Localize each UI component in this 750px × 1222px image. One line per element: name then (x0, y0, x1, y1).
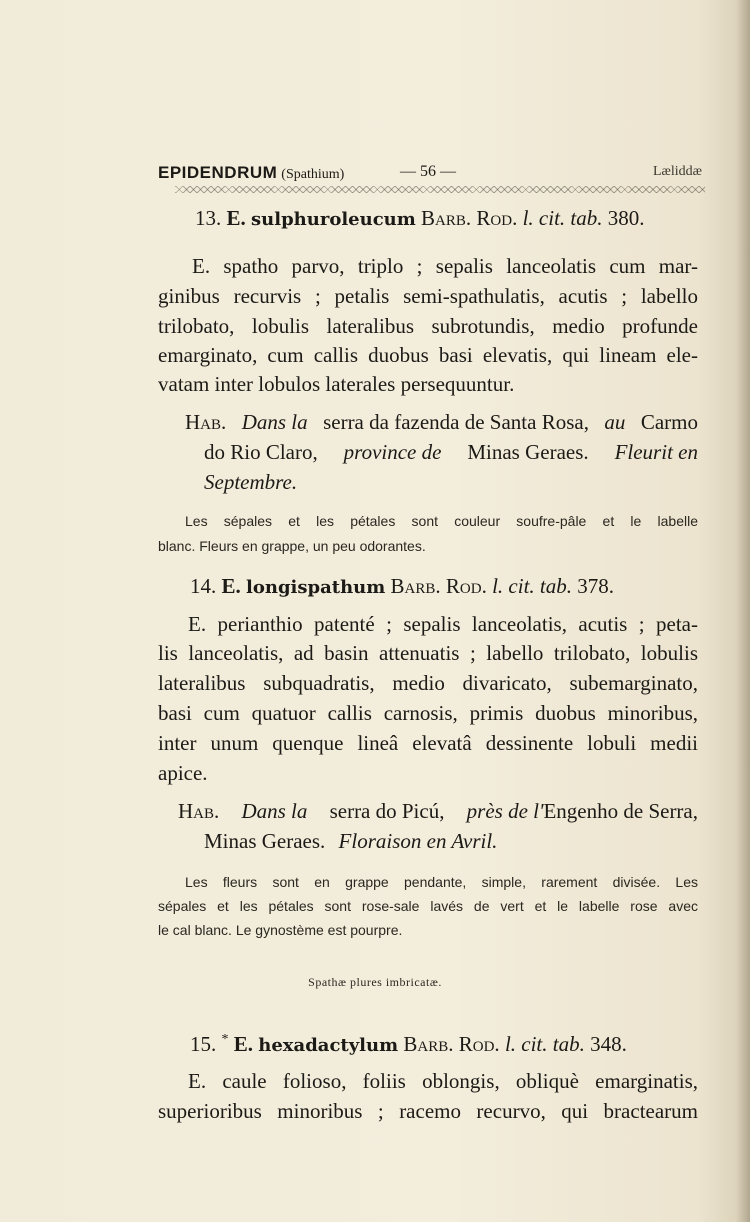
hab-text: do Rio Claro, (204, 440, 318, 464)
hab-label: Hab. (185, 410, 227, 434)
entry-genus: E. (226, 206, 246, 230)
entry-species: longispathum (246, 577, 386, 598)
hab-text: Floraison en Avril. (338, 829, 498, 853)
entry-13-desc-line-3: trilobato, lobulis lateralibus subrotundis, medio profunde (158, 314, 698, 338)
entry-13-habitat-line-3: Septembre. (204, 470, 298, 494)
running-header (158, 163, 702, 187)
entry-species: sulphuroleucum (251, 209, 416, 230)
hab-text: Engenho de Serra, (543, 799, 698, 823)
entry-genus: E. (221, 574, 241, 598)
running-subtitle: (Spathium) (281, 167, 345, 182)
section-subheading: Spathæ plures imbricatæ. (308, 975, 442, 989)
entry-14-habitat-line-2 (204, 829, 497, 854)
entry-13-desc-line-1: E. spatho parvo, triplo ; sepalis lanceolatis cum mar- (192, 254, 698, 278)
entry-plate: 378. (577, 574, 614, 598)
entry-author: Barb. Rod. (390, 574, 487, 598)
entry-number: 15. (190, 1032, 217, 1056)
hab-text: au (604, 410, 626, 434)
entry-14-heading (190, 574, 614, 599)
entry-13-desc-line-5: vatam inter lobulos laterales persequuntur. (158, 372, 515, 396)
entry-species: hexadactylum (258, 1035, 399, 1056)
hab-text: Minas Geraes. (204, 829, 326, 853)
entry-citation: l. cit. tab. (492, 574, 572, 598)
entry-14-habitat-line-1 (178, 799, 698, 824)
entry-genus: E. (233, 1032, 254, 1056)
entry-citation: l. cit. tab. (504, 1032, 585, 1056)
entry-citation: l. cit. tab. (522, 206, 603, 230)
star-marker: * (221, 1032, 229, 1047)
entry-number: 13. (195, 206, 222, 230)
hab-text: serra do Picú, (329, 799, 445, 823)
section-name: Læliddæ (652, 164, 702, 179)
entry-13-heading (195, 206, 645, 231)
entry-13-note-line-1: Les sépales et les pétales sont couleur soufre-pâle et le labelle (185, 513, 698, 529)
hab-text: province de (343, 440, 442, 464)
entry-13-habitat-line-2 (204, 440, 698, 465)
entry-author: Barb. Rod. (403, 1032, 500, 1056)
hab-text: Minas Geraes. (467, 440, 589, 464)
header-ornament-rule (175, 186, 705, 193)
entry-14-desc-line-6: apice. (158, 761, 208, 785)
entry-14-desc-line-2: lis lanceolatis, ad basin attenuatis ; labello trilobato, lobulis (158, 641, 698, 665)
hab-label: Hab. (178, 799, 220, 823)
entry-13-desc-line-4: emarginato, cum callis duobus basi elevatis, qui lineam ele- (158, 343, 698, 367)
entry-15-desc-line-2: superioribus minoribus ; racemo recurvo, qui bractearum (158, 1099, 698, 1123)
entry-14-note-line-2: sépales et les pétales sont rose-sale lavés de vert et le labelle rose avec (158, 898, 698, 914)
entry-13-habitat-line-1 (185, 410, 698, 435)
entry-author: Barb. Rod. (421, 206, 518, 230)
hab-text: serra da fazenda de Santa Rosa, (323, 410, 589, 434)
hab-text: Dans la (241, 410, 308, 434)
entry-13-desc-line-2: ginibus recurvis ; petalis semi-spathulatis, acutis ; labello (158, 284, 698, 308)
page-edge-shadow (736, 0, 750, 1222)
hab-text: Dans la (241, 799, 308, 823)
entry-14-desc-line-5: inter unum quenque lineâ elevatâ dessinente lobuli medii (158, 731, 698, 755)
entry-14-desc-line-3: lateralibus subquadratis, medio divaricato, subemarginato, (158, 671, 698, 695)
page-number: — 56 — (400, 163, 456, 180)
entry-14-note-line-1: Les fleurs sont en grappe pendante, simple, rarement divisée. Les (185, 874, 698, 890)
hab-text: Fleurit en (614, 440, 698, 464)
entry-15-desc-line-1: E. caule folioso, foliis oblongis, obliquè emarginatis, (188, 1069, 698, 1093)
entry-13-note-line-2: blanc. Fleurs en grappe, un peu odorantes. (158, 538, 426, 554)
hab-text: Carmo (640, 410, 698, 434)
entry-number: 14. (190, 574, 217, 598)
entry-14-note-line-3: le cal blanc. Le gynostème est pourpre. (158, 922, 403, 938)
running-title: EPIDENDRUM (Spathium) (158, 163, 345, 182)
entry-15-heading (190, 1032, 627, 1057)
entry-plate: 348. (590, 1032, 627, 1056)
entry-14-desc-line-4: basi cum quatuor callis carnosis, primis duobus minoribus, (158, 701, 698, 725)
entry-14-desc-line-1: E. perianthio patenté ; sepalis lanceolatis, acutis ; peta- (188, 612, 698, 636)
hab-text: près de l' (466, 799, 544, 823)
entry-plate: 380. (607, 206, 645, 230)
